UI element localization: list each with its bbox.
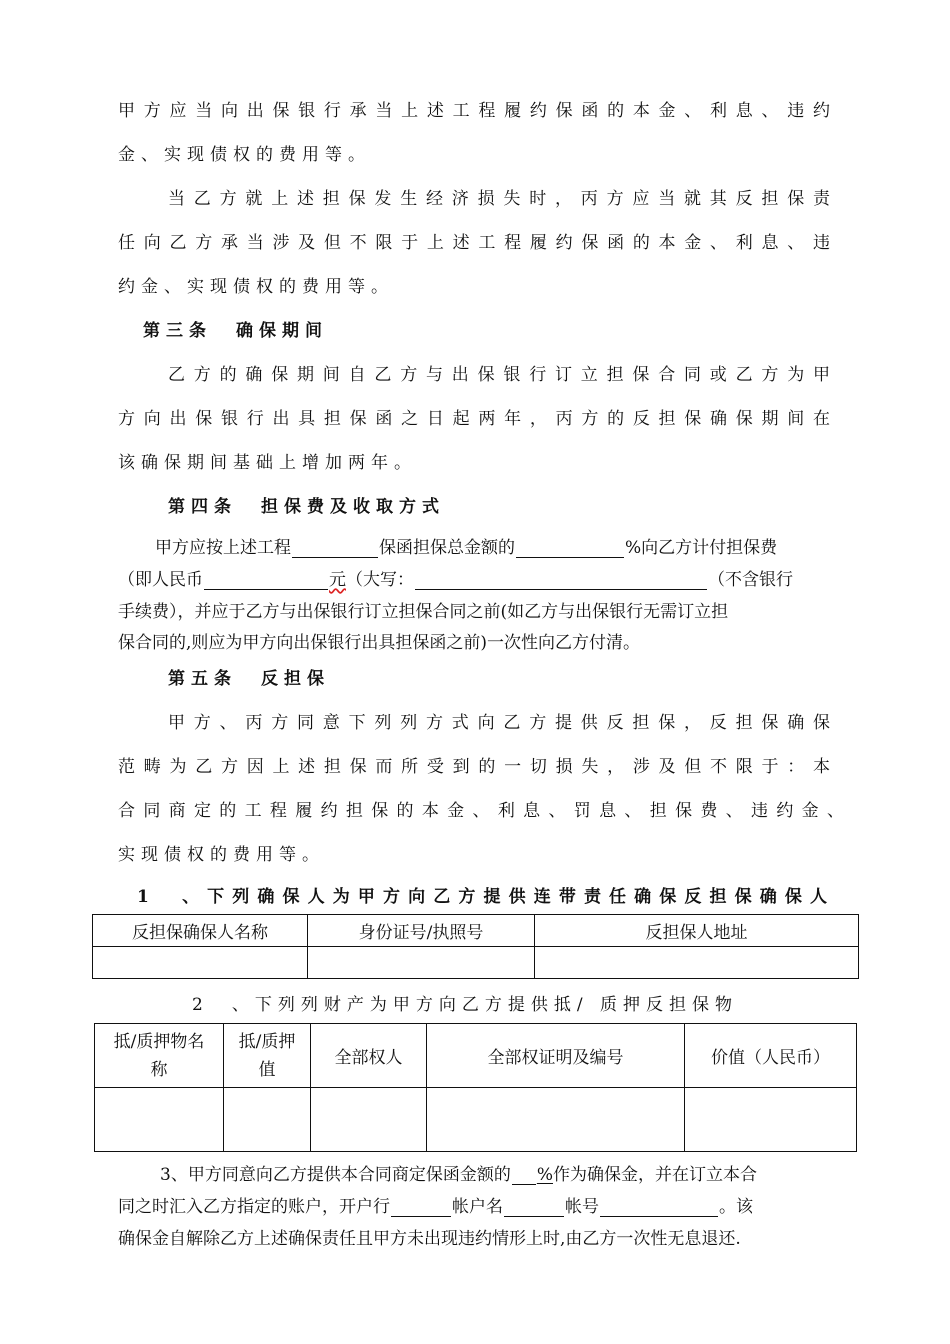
art3-line1: 乙方的确保期间自乙方与出保银行订立担保合同或乙方为甲 bbox=[168, 365, 830, 385]
item3-text-f: 。该 bbox=[719, 1197, 753, 1217]
item3-text-b: 作为确保金，并在订立本合 bbox=[552, 1165, 757, 1185]
item-1-heading: 1 、下列确保人为甲方向乙方提供连带责任确保反担保确保人 bbox=[137, 887, 827, 907]
art4-text-6: （大写： bbox=[346, 570, 414, 590]
yuan-unit: 元 bbox=[329, 570, 346, 590]
collateral-value-cell[interactable] bbox=[224, 1088, 311, 1152]
article-4-number: 第四条 bbox=[168, 497, 237, 517]
col-collateral-value bbox=[224, 1024, 311, 1088]
article-5-number: 第五条 bbox=[168, 669, 237, 689]
art5-line2: 范畴为乙方因上述担保而所受到的一切损失，涉及但不限于：本 bbox=[118, 757, 830, 777]
article-3-number: 第三条 bbox=[143, 321, 212, 341]
art3-line2: 方向出保银行出具担保函之日起两年，丙方的反担保确保期间在 bbox=[118, 409, 830, 429]
article-5-heading bbox=[168, 664, 330, 689]
art4-text-2: 保函担保总金额的 bbox=[379, 538, 515, 558]
para2-line2: 任向乙方承当涉及但不限于上述工程履约保函的本金、利息、违 bbox=[118, 233, 830, 253]
table-row bbox=[95, 1088, 857, 1152]
col-collateral-name bbox=[95, 1024, 224, 1088]
art4-text-4: （即人民币 bbox=[118, 570, 203, 590]
col-value-rmb: 价值（人民币） bbox=[685, 1024, 857, 1088]
amount-figures-blank[interactable] bbox=[204, 573, 328, 590]
item3-line3: 确保金自解除乙方上述确保责任且甲方未出现违约情形上时,由乙方一次性无息退还. bbox=[118, 1229, 741, 1249]
item3-text-d: 帐户名 bbox=[452, 1197, 503, 1217]
id-number-cell[interactable] bbox=[308, 947, 535, 979]
art4-line4: 保合同的,则应为甲方向出保银行出具担保函之前)一次性向乙方付清。 bbox=[118, 633, 641, 653]
collateral-table bbox=[94, 1023, 857, 1152]
art4-line3: 手续费），并应于乙方与出保银行订立担保合同之前(如乙方与出保银行无需订立担 bbox=[118, 602, 729, 622]
guarantor-table-header bbox=[93, 915, 859, 947]
address-cell[interactable] bbox=[535, 947, 859, 979]
article-4-title: 担保费及收取方式 bbox=[261, 497, 445, 517]
project-name-blank[interactable] bbox=[292, 541, 378, 558]
para1-line1: 甲方应当向出保银行承当上述工程履约保函的本金、利息、违约 bbox=[118, 101, 830, 121]
art4-text-1: 甲方应按上述工程 bbox=[155, 538, 291, 558]
col-collateral-value-line1: 抵/质押 bbox=[238, 1031, 296, 1052]
art4-text-7: （不含银行 bbox=[708, 570, 793, 590]
col-guarantor-address: 反担保人地址 bbox=[535, 915, 859, 947]
para1-line2: 金、实现债权的费用等。 bbox=[118, 145, 371, 165]
art4-line2 bbox=[118, 565, 838, 590]
value-cell[interactable] bbox=[685, 1088, 857, 1152]
col-collateral-name-line1: 抵/质押物名 bbox=[113, 1031, 205, 1052]
table-row bbox=[93, 947, 859, 979]
article-3-heading bbox=[143, 316, 328, 341]
owner-cell[interactable] bbox=[311, 1088, 427, 1152]
col-id-number: 身份证号/执照号 bbox=[308, 915, 535, 947]
art4-text-3: %向乙方计付担保费 bbox=[625, 538, 778, 558]
article-4-heading bbox=[168, 492, 445, 517]
collateral-table-header bbox=[95, 1024, 857, 1088]
art5-line4: 实现债权的费用等。 bbox=[118, 845, 325, 865]
para2-line3: 约金、实现债权的费用等。 bbox=[118, 277, 394, 297]
item-2-heading: 2 、下列列财产为甲方向乙方提供抵/ 质押反担保物 bbox=[192, 995, 738, 1015]
percent-sign: % bbox=[536, 1165, 553, 1185]
account-number-blank[interactable] bbox=[600, 1200, 718, 1217]
art5-line3: 合同商定的工程履约担保的本金、利息、罚息、担保费、违约金、 bbox=[118, 801, 844, 821]
bank-blank[interactable] bbox=[391, 1200, 451, 1217]
item3-line1 bbox=[160, 1160, 880, 1185]
account-name-blank[interactable] bbox=[504, 1200, 564, 1217]
amount-words-blank[interactable] bbox=[415, 573, 707, 590]
art5-line1: 甲方、丙方同意下列列方式向乙方提供反担保，反担保确保 bbox=[168, 713, 830, 733]
item3-text-c: 同之时汇入乙方指定的账户，开户行 bbox=[118, 1197, 390, 1217]
para2-line1: 当乙方就上述担保发生经济损失时，丙方应当就其反担保责 bbox=[168, 189, 830, 209]
col-ownership-certificate: 全部权证明及编号 bbox=[427, 1024, 685, 1088]
col-collateral-name-line2: 称 bbox=[150, 1059, 168, 1080]
deposit-rate-blank[interactable] bbox=[512, 1168, 536, 1185]
article-5-title: 反担保 bbox=[261, 669, 330, 689]
col-collateral-value-line2: 值 bbox=[258, 1059, 276, 1080]
fee-rate-blank[interactable] bbox=[516, 541, 624, 558]
item3-text-e: 帐号 bbox=[565, 1197, 599, 1217]
col-owner: 全部权人 bbox=[311, 1024, 427, 1088]
col-guarantor-name: 反担保确保人名称 bbox=[93, 915, 308, 947]
item3-line2 bbox=[118, 1192, 838, 1217]
art3-line3: 该确保期间基础上增加两年。 bbox=[118, 453, 417, 473]
article-3-title: 确保期间 bbox=[236, 321, 328, 341]
guarantor-table bbox=[92, 914, 859, 979]
item3-text-a: 3、甲方同意向乙方提供本合同商定保函金额的 bbox=[160, 1165, 511, 1185]
certificate-cell[interactable] bbox=[427, 1088, 685, 1152]
guarantor-name-cell[interactable] bbox=[93, 947, 308, 979]
collateral-name-cell[interactable] bbox=[95, 1088, 224, 1152]
art4-line1 bbox=[155, 533, 875, 558]
